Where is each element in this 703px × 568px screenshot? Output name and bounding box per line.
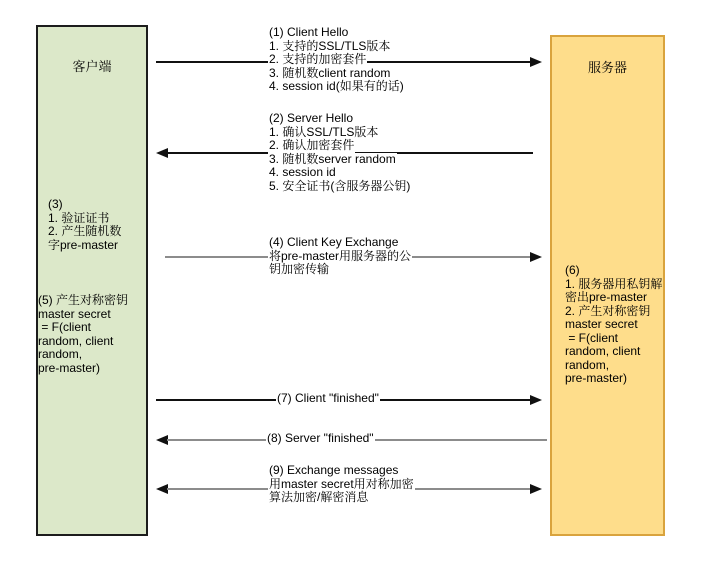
message-line: 2. 确认加密套件 bbox=[269, 138, 355, 152]
note-line: random, client bbox=[565, 344, 641, 358]
note-line: 2. 产生对称密钥 bbox=[565, 303, 651, 318]
note-line: pre-master) bbox=[38, 360, 101, 375]
message-8-label bbox=[266, 432, 375, 446]
message-line: 钥加密传输 bbox=[269, 262, 330, 276]
note-line: (3) bbox=[48, 197, 63, 211]
message-line: 5. 安全证书(含服务器公钥) bbox=[269, 178, 411, 193]
arrow-9-head-right-icon bbox=[530, 484, 542, 494]
client-label: 客户端 bbox=[72, 59, 112, 74]
note-6 bbox=[565, 264, 662, 386]
note-line: random, bbox=[38, 347, 83, 361]
message-line: 用master secret用对称加密 bbox=[269, 476, 414, 491]
note-line: pre-master) bbox=[565, 371, 628, 385]
note-line: random, client bbox=[38, 333, 114, 348]
message-4-label bbox=[268, 236, 412, 277]
message-line: 4. session id bbox=[269, 165, 336, 179]
note-line: 2. 产生随机数 bbox=[48, 224, 122, 238]
message-line: (8) Server "finished" bbox=[267, 431, 374, 445]
note-line: 字pre-master bbox=[48, 237, 119, 252]
arrow-1-head-right-icon bbox=[530, 57, 542, 67]
message-2-label bbox=[268, 112, 411, 193]
message-line: (2) Server Hello bbox=[269, 111, 354, 125]
message-line: 4. session id(如果有的话) bbox=[269, 79, 404, 93]
message-line: 1. 支持的SSL/TLS版本 bbox=[269, 38, 391, 53]
arrow-7-head-right-icon bbox=[530, 395, 542, 405]
note-line: = F(client bbox=[565, 330, 619, 345]
note-line: (5) 产生对称密钥 bbox=[38, 293, 129, 307]
arrow-4-head-right-icon bbox=[530, 252, 542, 262]
note-line: master secret bbox=[38, 306, 111, 321]
note-line: master secret bbox=[565, 317, 638, 331]
server-label: 服务器 bbox=[587, 60, 627, 75]
message-line: 3. 随机数server random bbox=[269, 151, 396, 166]
note-5 bbox=[38, 294, 128, 375]
message-line: (4) Client Key Exchange bbox=[269, 235, 399, 249]
message-line: 将pre-master用服务器的公 bbox=[269, 248, 412, 263]
note-3 bbox=[48, 198, 121, 252]
message-line: 1. 确认SSL/TLS版本 bbox=[269, 124, 379, 139]
client-box bbox=[36, 25, 148, 536]
note-line: (6) bbox=[565, 263, 580, 277]
message-line: 算法加密/解密消息 bbox=[269, 490, 369, 504]
note-line: 1. 服务器用私钥解 bbox=[565, 276, 663, 291]
note-line: 1. 验证证书 bbox=[48, 210, 110, 225]
message-line: (7) Client "finished" bbox=[277, 391, 379, 405]
message-line: 2. 支持的加密套件 bbox=[269, 52, 367, 66]
message-1-label bbox=[268, 26, 405, 94]
message-9-label bbox=[268, 464, 415, 505]
note-line: 密出pre-master bbox=[565, 290, 648, 304]
note-line: = F(client bbox=[38, 320, 92, 334]
message-7-label bbox=[276, 392, 380, 406]
message-line: (1) Client Hello bbox=[269, 25, 349, 39]
note-line: random, bbox=[565, 357, 610, 372]
message-line: 3. 随机数client random bbox=[269, 65, 391, 80]
message-line: (9) Exchange messages bbox=[269, 463, 399, 477]
